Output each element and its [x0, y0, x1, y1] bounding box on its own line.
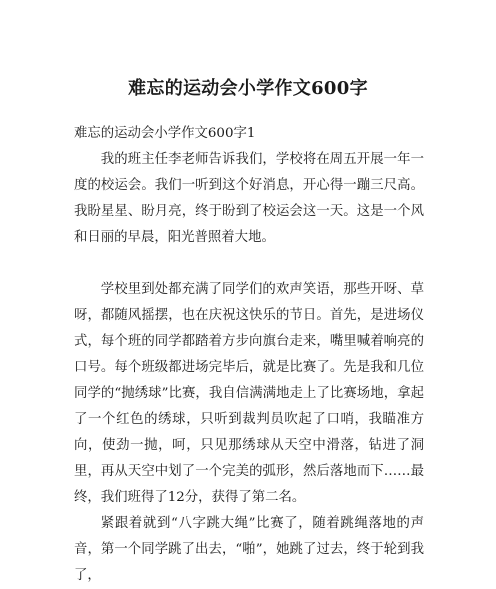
document-title: 难忘的运动会小学作文600字 [128, 78, 368, 99]
document-subtitle: 难忘的运动会小学作文600字1 [74, 126, 256, 141]
paragraph-1: 我的班主任李老师告诉我们，学校将在周五开展一年一度的校运会。我们一听到这个好消息，开心得一蹦三尺高。我盼星星、盼月亮，终于盼到了校运会这一天。这是一个风和日丽的早晨，阳光普照着大地。 [74, 152, 424, 245]
paragraph-2: 学校里到处都充满了同学们的欢声笑语，那些开呀、草呀，都随风摇摆，也在庆祝这快乐的节日。首先，是进场仪式，每个班的同学都踏着方步向旗台走来，嘴里喊着响亮的口号。每个班级都进场完毕后，就是比赛了。先是我和几位同学的“抛绣球”比赛，我自信满满地走上了比赛场地，拿起了一个红色的绣球，只听到裁判员吹起了口哨，我瞄准方向，使劲一抛，呵，只见那绣球从天空中滑落，钻进了洞里，再从天空中划了一个完美的弧形，然后落地而下……最终，我们班得了12分，获得了第二名。 [74, 282, 424, 505]
document-body [74, 121, 424, 589]
paragraph-3: 紧跟着就到“八字跳大绳”比赛了，随着跳绳落地的声音，第一个同学跳了出去，“啪”，她跳了过去，终于轮到我了， [74, 516, 424, 583]
paragraph-gap [74, 251, 424, 277]
